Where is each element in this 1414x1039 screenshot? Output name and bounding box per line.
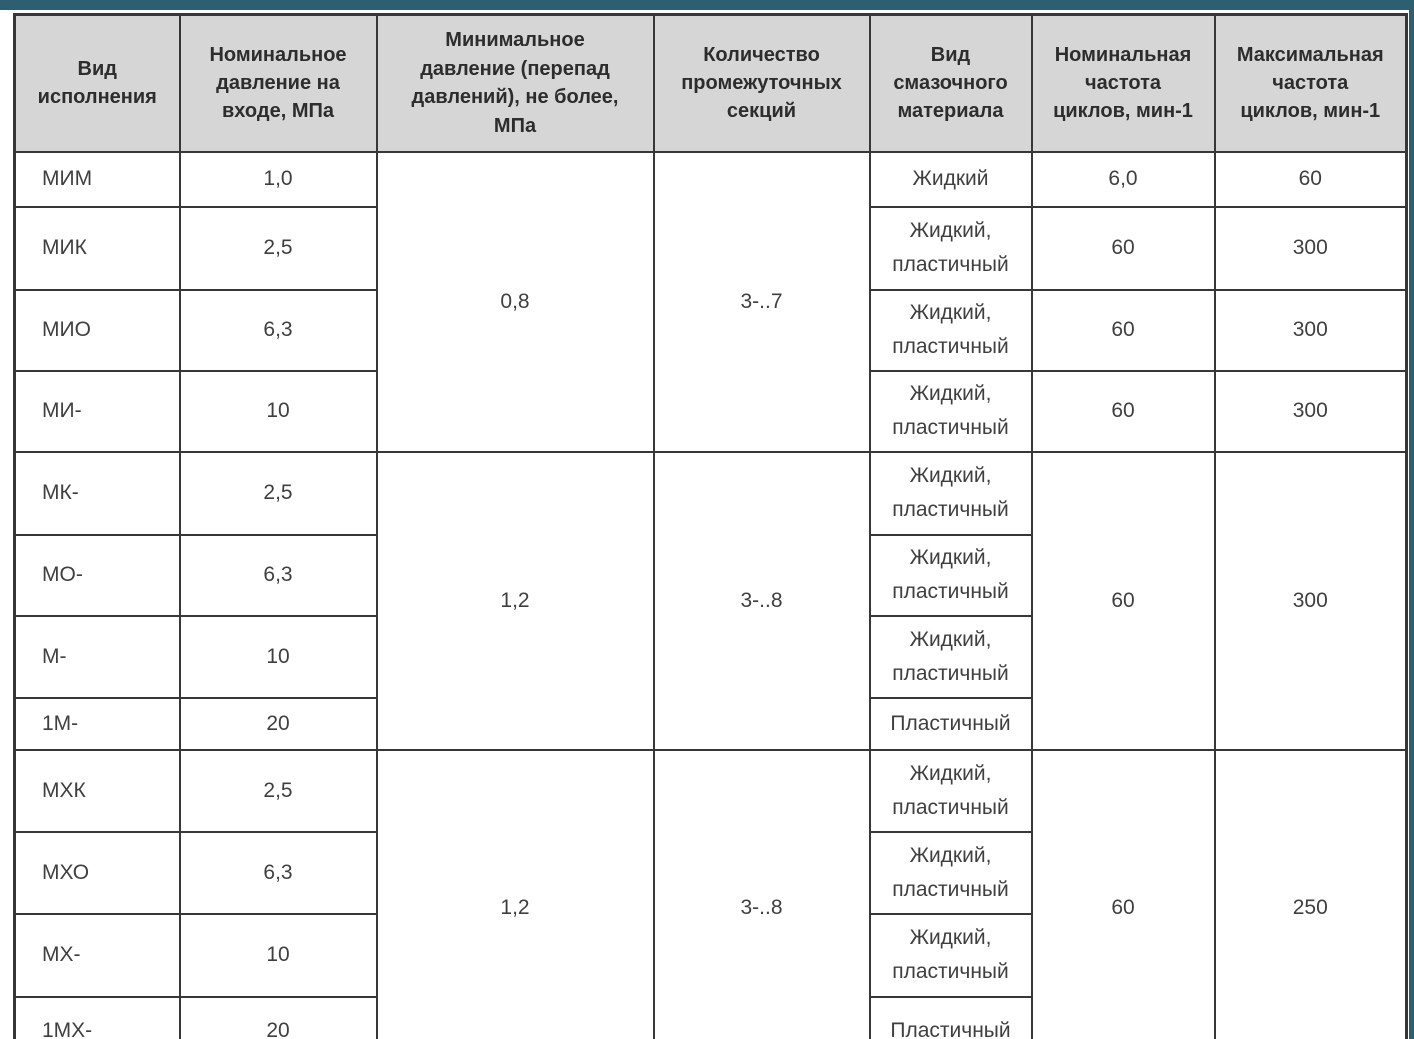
specs-table-container	[13, 13, 1409, 1039]
cell-type: МО-	[15, 535, 180, 616]
cell-nominal-pressure: 6,3	[180, 832, 377, 914]
cell-lubricant: Жидкий, пластичный	[870, 290, 1032, 371]
table-row	[15, 452, 1407, 535]
cell-nominal-pressure: 6,3	[180, 535, 377, 616]
cell-nominal-pressure: 10	[180, 616, 377, 698]
cell-nominal-pressure: 2,5	[180, 750, 377, 832]
cell-nominal-frequency: 60	[1032, 750, 1215, 1039]
column-header-sections: Количество промежуточных секций	[654, 15, 870, 152]
cell-max-frequency: 60	[1215, 152, 1407, 207]
cell-type: МХ-	[15, 914, 180, 997]
cell-max-frequency: 300	[1215, 290, 1407, 371]
cell-min-pressure: 1,2	[377, 750, 654, 1039]
cell-type: МХО	[15, 832, 180, 914]
cell-type: МХК	[15, 750, 180, 832]
cell-type: МИО	[15, 290, 180, 371]
header-row	[15, 15, 1407, 152]
cell-nominal-frequency: 60	[1032, 290, 1215, 371]
cell-lubricant: Жидкий	[870, 152, 1032, 207]
cell-nominal-frequency: 6,0	[1032, 152, 1215, 207]
column-header-min-pressure: Минимальное давление (перепад давлений), не более, МПа	[377, 15, 654, 152]
cell-lubricant: Пластичный	[870, 698, 1032, 750]
cell-sections: 3-..8	[654, 452, 870, 750]
table-row	[15, 152, 1407, 207]
table-row	[15, 750, 1407, 832]
cell-min-pressure: 1,2	[377, 452, 654, 750]
page-right-bar	[1409, 0, 1414, 1039]
cell-max-frequency: 300	[1215, 207, 1407, 290]
cell-nominal-pressure: 20	[180, 698, 377, 750]
column-header-type: Вид исполнения	[15, 15, 180, 152]
cell-nominal-frequency: 60	[1032, 207, 1215, 290]
cell-type: МИМ	[15, 152, 180, 207]
cell-sections: 3-..8	[654, 750, 870, 1039]
cell-lubricant: Жидкий, пластичный	[870, 535, 1032, 616]
cell-nominal-frequency: 60	[1032, 371, 1215, 452]
cell-type: МИК	[15, 207, 180, 290]
cell-max-frequency: 300	[1215, 371, 1407, 452]
cell-type: М-	[15, 616, 180, 698]
cell-min-pressure: 0,8	[377, 152, 654, 452]
specs-table	[13, 13, 1408, 1039]
cell-type: МИ-	[15, 371, 180, 452]
cell-nominal-frequency: 60	[1032, 452, 1215, 750]
cell-type: 1М-	[15, 698, 180, 750]
cell-nominal-pressure: 6,3	[180, 290, 377, 371]
cell-nominal-pressure: 10	[180, 371, 377, 452]
column-header-nominal-pressure: Номинальное давление на входе, МПа	[180, 15, 377, 152]
cell-lubricant: Жидкий, пластичный	[870, 452, 1032, 535]
cell-type: МК-	[15, 452, 180, 535]
cell-lubricant: Жидкий, пластичный	[870, 914, 1032, 997]
cell-lubricant: Жидкий, пластичный	[870, 750, 1032, 832]
cell-max-frequency: 250	[1215, 750, 1407, 1039]
cell-nominal-pressure: 2,5	[180, 207, 377, 290]
cell-lubricant: Жидкий, пластичный	[870, 207, 1032, 290]
cell-nominal-pressure: 10	[180, 914, 377, 997]
cell-lubricant: Жидкий, пластичный	[870, 371, 1032, 452]
cell-type: 1МХ-	[15, 997, 180, 1039]
cell-lubricant: Жидкий, пластичный	[870, 832, 1032, 914]
page-top-bar	[0, 0, 1414, 10]
cell-nominal-pressure: 20	[180, 997, 377, 1039]
cell-nominal-pressure: 1,0	[180, 152, 377, 207]
column-header-max-frequency: Максимальная частота циклов, мин-1	[1215, 15, 1407, 152]
cell-max-frequency: 300	[1215, 452, 1407, 750]
cell-lubricant: Жидкий, пластичный	[870, 616, 1032, 698]
cell-sections: 3-..7	[654, 152, 870, 452]
column-header-nominal-frequency: Номинальная частота циклов, мин-1	[1032, 15, 1215, 152]
column-header-lubricant: Вид смазочного материала	[870, 15, 1032, 152]
cell-lubricant: Пластичный	[870, 997, 1032, 1039]
cell-nominal-pressure: 2,5	[180, 452, 377, 535]
